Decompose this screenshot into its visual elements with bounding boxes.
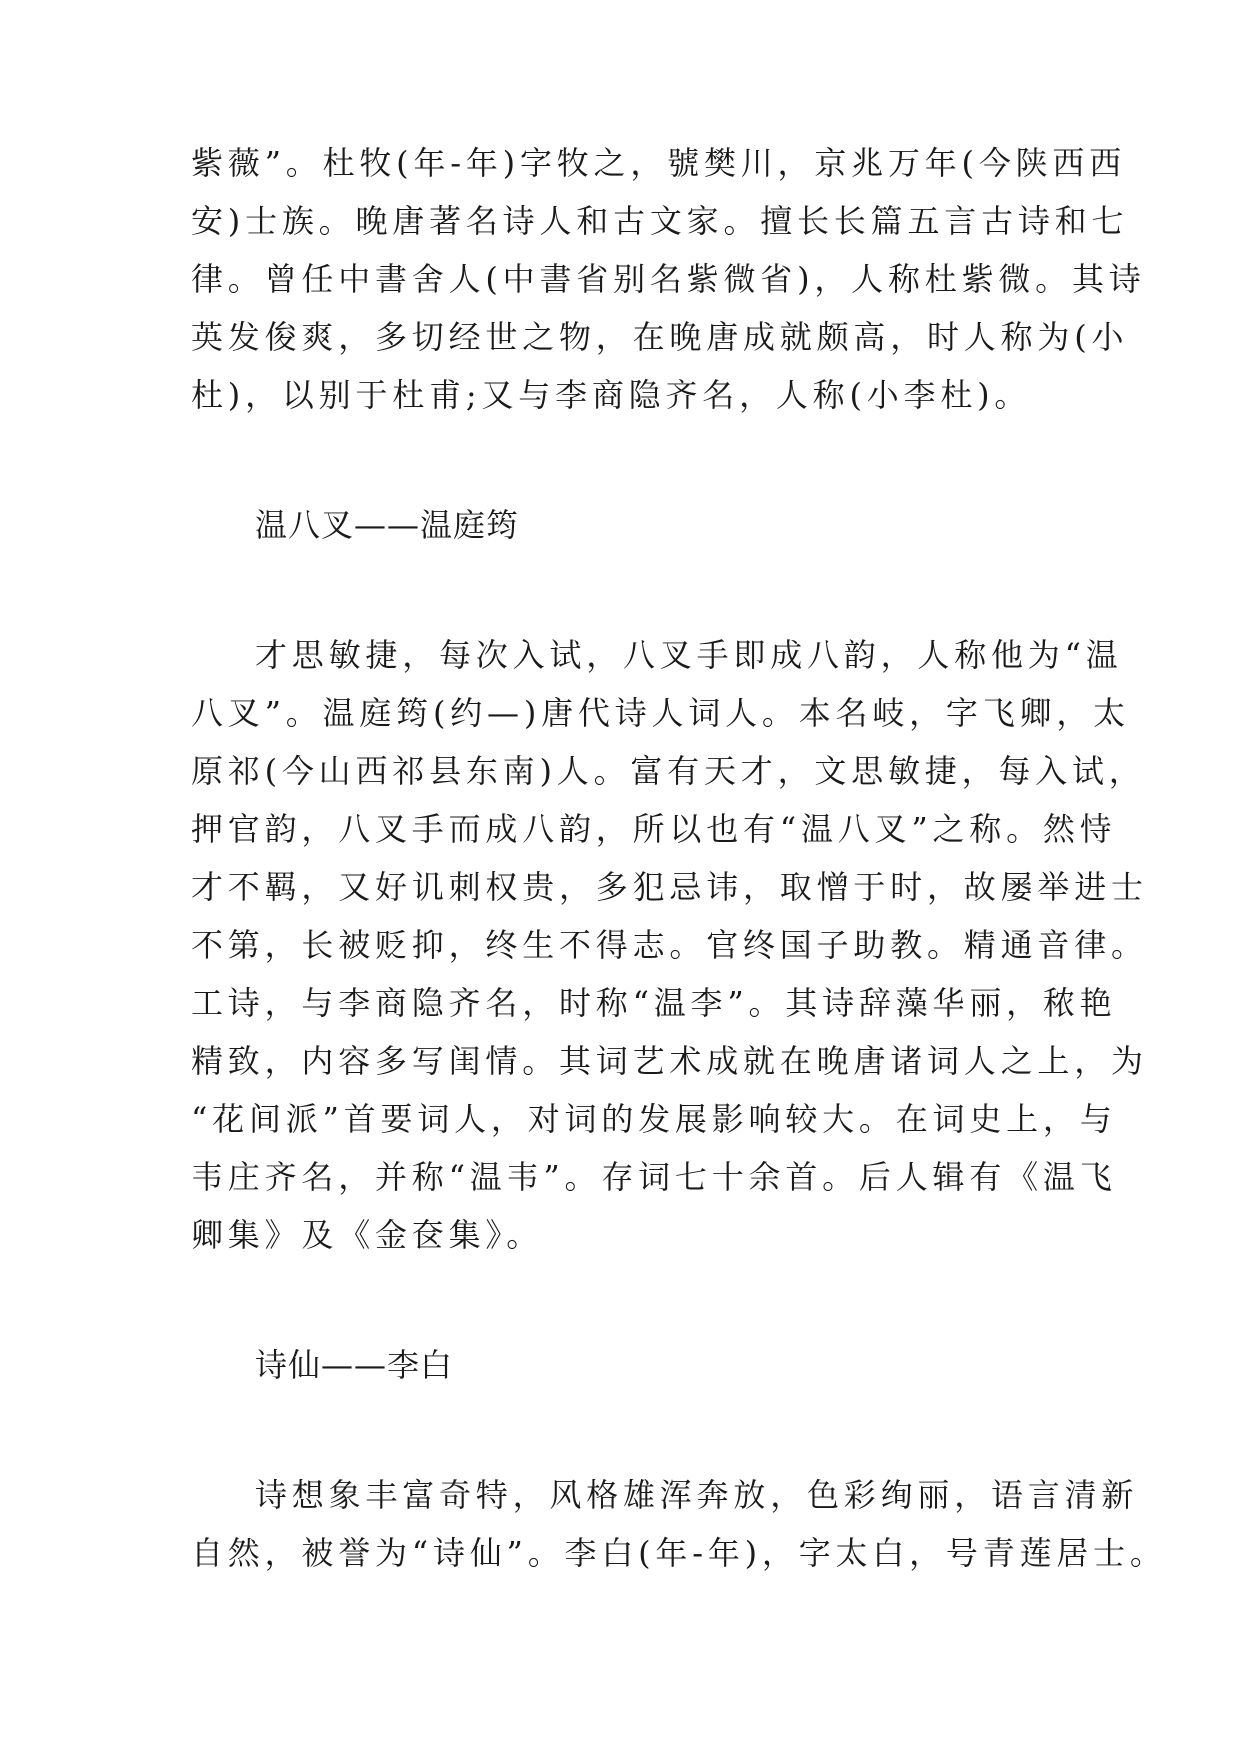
text-line: 紫薇”。杜牧(年-年)字牧之，號樊川，京兆万年(今陕西西 [191,144,1127,182]
text-line: 八叉”。温庭筠(约—)唐代诗人词人。本名岐，字飞卿，太 [191,694,1130,732]
text-line: 韦庄齐名，并称“温韦”。存词七十余首。后人辑有《温飞 [191,1158,1117,1196]
text-line: 不第，长被贬抑，终生不得志。官终国子助教。精通音律。 [191,926,1148,964]
section-heading-li-bai: 诗仙——李白 [255,1346,454,1384]
text-line: 才思敏捷，每次入试，八叉手即成八韵，人称他为“温 [255,636,1123,674]
text-line: “花间派”首要词人，对词的发展影响较大。在词史上，与 [191,1100,1117,1138]
text-line: 诗想象丰富奇特，风格雄浑奔放，色彩绚丽，语言清新 [255,1476,1139,1514]
text-line: 卿集》及《金奁集》。 [191,1216,544,1254]
text-line: 律。曾任中書舍人(中書省别名紫微省)，人称杜紫微。其诗 [191,260,1146,298]
text-line: 精致，内容多写闺情。其词艺术成就在晚唐诸词人之上，为 [191,1042,1148,1080]
text-line: 安)士族。晚唐著名诗人和古文家。擅长长篇五言古诗和七 [191,202,1129,240]
section-heading-wen-tingyun: 温八叉——温庭筠 [255,506,520,544]
text-line: 英发俊爽，多切经世之物，在晚唐成就颇高，时人称为(小 [191,318,1129,356]
text-line: 杜)，以别于杜甫;又与李商隐齐名，人称(小李杜)。 [191,376,1032,414]
text-line: 押官韵，八叉手而成八韵，所以也有“温八叉”之称。然恃 [191,810,1117,848]
text-line: 原祁(今山西祁县东南)人。富有天才，文思敏捷，每入试， [191,752,1146,790]
text-line: 才不羁，又好讥刺权贵，多犯忌讳，取憎于时，故屡举进士 [191,868,1148,906]
text-line: 工诗，与李商隐齐名，时称“温李”。其诗辞藻华丽，秾艳 [191,984,1117,1022]
text-line: 自然，被誉为“诗仙”。李白(年-年)，字太白，号青莲居士。 [191,1534,1167,1572]
